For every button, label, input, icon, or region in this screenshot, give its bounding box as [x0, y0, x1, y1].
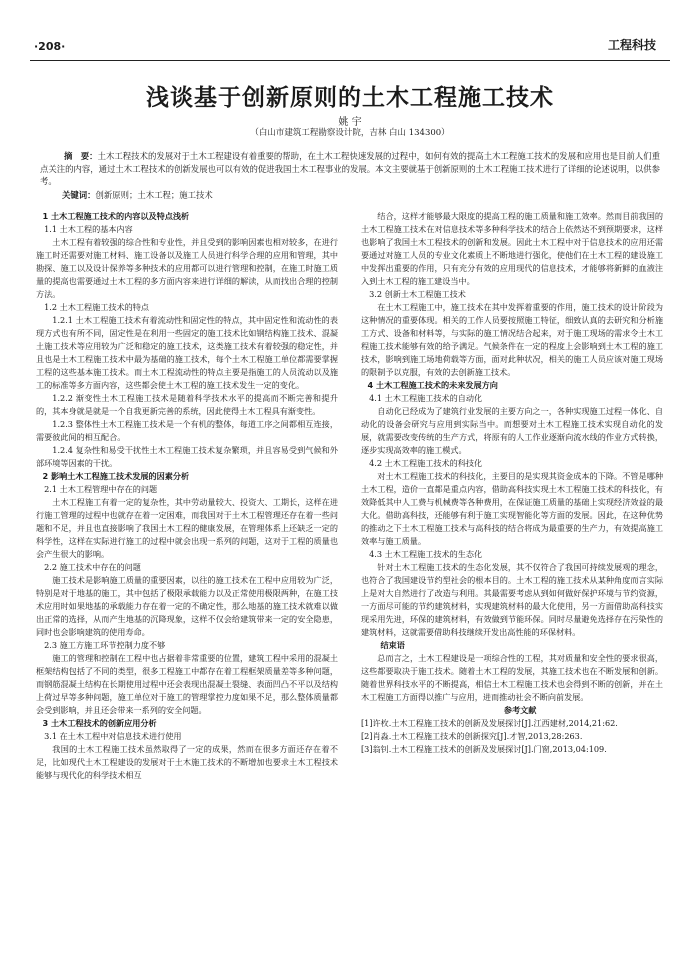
page-header	[0, 26, 700, 52]
subsection-heading: 2.3 施工方施工环节控制力度不够	[44, 640, 166, 650]
paragraph: 自动化已经成为了建筑行业发展的主要方向之一，各种实现施工过程一体化、自动化的设备会研究与应用到实际当中。而想要对土木工程施工技术实现自动化的发展，就需要改变传统的生产方式，将原有的人工作业逐渐向流水线的作业方式转换，逐步实现高效率的施工模式。	[361, 406, 663, 455]
subsection-heading: 4.2 土木工程施工技术的科技化	[369, 458, 483, 468]
paragraph: 1.2.3 整体性土木工程施工技术是一个有机的整体，每道工序之间都相互连接，需要彼此间的相互配合。	[36, 419, 338, 442]
paragraph: 1.2.4 复杂性和易受干扰性土木工程施工技术复杂繁琐，并且容易受到气候和外部环境等因素的干扰。	[36, 445, 338, 468]
paragraph: 对土木工程施工技术的科技化，主要目的是实现其资金成本的下降。不管是哪种土木工程，造价一直都是重点内容，借助高科技实现土木工程施工技术的科技化，有效降低其中人工费与机械费等各种费用，在保证施工质量的基础上实现经济效益的最大化。借助高科技，还能够有利于施工实现智能化等方面的发展。因此，在这种优势的推动之下土木工程施工技术与高科技的结合将成为最重要的生产力，有效提高施工效率与施工质量。	[361, 471, 663, 546]
paragraph: 施工技术是影响施工质量的重要因素，以往的施工技术在工程中应用较为广泛，特别是对于地基的施工，其中包括了极限承载能力以及正常使用极限两种，在施工技术应用时如果地基的承载能力存在着一定的不确定性，那么地基的施工技术就难以做出正常的选择，从而产生地基的沉降现象，这样不仅会给建筑带来一定的安全隐患，同时也会影响建筑的使用寿命。	[36, 575, 338, 637]
paragraph: 总而言之，土木工程建设是一项综合性的工程，其对质量和安全性的要求很高，这些都要取决于施工技术。随着土木工程的发展，其施工技术也在不断发展和创新。随着世界科技水平的不断提高，相信土木工程施工技术也会得到不断的创新，并在土木工程施工方面得以推广与应用，进而推动社会不断向前发展。	[361, 653, 663, 702]
reference-item: [2]肖淼.土木工程施工技术的创新探究[J].才智,2013,28:263.	[361, 731, 583, 741]
author-affiliation: （白山市建筑工程勘察设计院，吉林 白山 134300）	[250, 128, 450, 138]
header-rule	[30, 60, 670, 61]
references-heading: 参考文献	[503, 705, 537, 715]
paragraph: 土木工程施工有着一定的复杂性，其中劳动量较大、投资大、工期长，这样在进行施工管理的过程中也就存在着一定困难，而我国对于土木工程管理还存在着一些问题和不足，并且也直接影响了我国土木工程的健康发展，在管理体系上还缺乏一定的科学性，这样在实际进行施工的过程中就会出现一系列的问题，这对于工程的质量也会产生很大的影响。	[36, 497, 338, 559]
paragraph: 施工的管理和控制在工程中也占据着非常重要的位置，建筑工程中采用的混凝土框架结构包括了不同的类型，很多工程施工中都存在着工程框架质量差等多种问题，而钢筋混凝土结构在长期使用过程中还会表现出混凝土裂缝、表面凹凸不平以及结构上荷过早等多种问题，施工单位对于施工的管理掌控力度如果不足，那么整体质量都会受到影响，并且还会带来一系列的安全问题。	[36, 653, 338, 715]
subsection-heading: 1.2 土木工程施工技术的特点	[44, 302, 150, 312]
keywords-text: 创新原则；土木工程；施工技术	[95, 190, 213, 200]
section-heading: 3 土木工程技术的创新应用分析	[42, 718, 157, 728]
paragraph: 1.2.1 土木工程施工技术有着流动性和固定性的特点，其中固定性和流动性的表现方式也有所不同，固定性是在利用一些固定的施工技术比如钢结构施工技术、混凝土施工技术等应用较为广泛和稳定的施工技术，这类施工技术有着较强的稳定性，并且也是土木工程施工技术中最为基础的施工技术，每个土木工程施工单位都需要掌握工程的这些基本施工技术。而土木工程流动性的特点主要是指施工的人员流动以及施工的标准等多方面内容，这些都会使土木工程的施工技术发生一定的变化。	[36, 315, 338, 390]
section-heading: 4 土木工程施工技术的未来发展方向	[367, 380, 498, 390]
right-column	[361, 210, 663, 756]
paragraph: 我国的土木工程施工技术虽然取得了一定的成果，然而在很多方面还存在着不足，比如现代土木工程建设的发展对于土木施工技术的不断增加也要求土木工程技术能够与现代化的科学技术相互	[36, 744, 338, 780]
author-name: 姚 宇	[338, 117, 362, 128]
paragraph: 土木工程有着较强的综合性和专业性，并且受到的影响因素也相对较多，在进行施工时还需要对施工材料、施工设备以及施工人员进行科学合理的应用和管理，其中勘探、施工以及设计保养等多种技术的应用都可以进行管理和控制，在施工时施工质量的提高也需要通过土木工程的多方面内容来进行详细的解读，从而找出合理的控制方法。	[36, 237, 338, 299]
subsection-heading: 2.2 施工技术中存在的问题	[44, 562, 141, 572]
paragraph: 1.2.2 渐变性土木工程施工技术是随着科学技术水平的提高而不断完善和提升的，其本身就是就是一个自我更新完善的系统，因此使得土木工程具有渐变性。	[36, 393, 338, 416]
article-title: 浅谈基于创新原则的土木工程施工技术	[146, 84, 554, 111]
paragraph: 结合，这样才能够最大限度的提高工程的施工质量和施工效率。然而目前我国的土木工程施工技术在对信息技术等多种科学技术的结合上依然达不到预期要求，这样也影响了我国土木工程技术的创新和发展。因此土木工程中对于信息技术的应用还需要通过对施工人员的专业文化素质上不断地进行强化，使他们在土木工程的建设施工中发挥出重要的作用，只有充分有效的应用现代的信息技术，才能够将新鲜的血液注入到土木工程的施工建设当中。	[361, 211, 663, 286]
reference-item: [1]许枚.土木工程施工技术的创新及发展探讨[J].江西建材,2014,21:62.	[361, 718, 618, 728]
paragraph: 针对土木工程施工技术的生态化发展，其不仅符合了我国可持续发展观的理念，也符合了我国建设节约型社会的根本目的。土木工程的施工技术从某种角度而言实际上是对大自然进行了改造与利用。其最需要考虑从到如何做好保护环境与节约资源，一方面尽可能的节约建筑材料，实现建筑材料的最大化使用，另一方面借助高科技实现采用先进，环保的建筑材料，有效做到节能环保。同时尽量避免选择存在污染性的建筑材料，这就需要借助科技继续开发出高性能的环保材料。	[361, 562, 663, 637]
subsection-heading: 4.3 土木工程施工技术的生态化	[369, 549, 483, 559]
subsection-heading: 3.1 在土木工程中对信息技术进行使用	[44, 731, 182, 741]
subsection-heading: 4.1 土木工程施工技术的自动化	[369, 393, 483, 403]
subsection-heading: 1.1 土木工程的基本内容	[44, 224, 133, 234]
section-heading: 2 影响土木工程施工技术发展的因素分析	[42, 471, 190, 481]
left-column	[36, 210, 338, 782]
reference-item: [3]翁钊.土木工程施工技术的创新及发展探讨[J].门窗,2013,04:109.	[361, 744, 607, 754]
journal-section: 工程科技	[607, 38, 656, 52]
page-number: ·208·	[34, 40, 66, 53]
paragraph: 在土木工程施工中，施工技术在其中发挥着重要的作用，施工技术的设计阶段为这种情况的重要体现。相关的工作人员要按照施工特征，细致认真的去研究和分析施工方式、设备和材料等，与实际的施工情况结合起来，对于施工现场的需求令土木工程施工技术能够有效的给予满足。气候条件在一定的程度上会影响到土木工程的施工技术，影响到施工场地荷载等方面，面对此种状况，相关的施工人员应该对施工现场的限制予以克服，有效的去创新施工技术。	[361, 302, 663, 377]
abstract-text: 土木工程技术的发展对于土木工程建设有着重要的帮助，在土木工程快速发展的过程中，如何有效的提高土木工程施工技术的发展和应用也是目前人们重点关注的内容，通过土木工程技术的创新发展也可以有效的促进我国土木工程事业的发展。本文主要就基于创新原则的土木工程施工技术进行了详细的论述说明，以供参考。	[40, 151, 661, 186]
keywords	[62, 189, 213, 201]
subsection-heading: 2.1 土木工程管理中存在的问题	[44, 484, 158, 494]
keywords-label: 关键词：	[62, 190, 96, 200]
abstract	[40, 150, 660, 188]
conclusion-heading: 结束语	[380, 640, 405, 650]
section-heading: 1 土木工程施工技术的内容以及特点浅析	[42, 211, 190, 221]
subsection-heading: 3.2 创新土木工程施工技术	[369, 289, 466, 299]
abstract-label: 摘 要：	[64, 151, 98, 161]
